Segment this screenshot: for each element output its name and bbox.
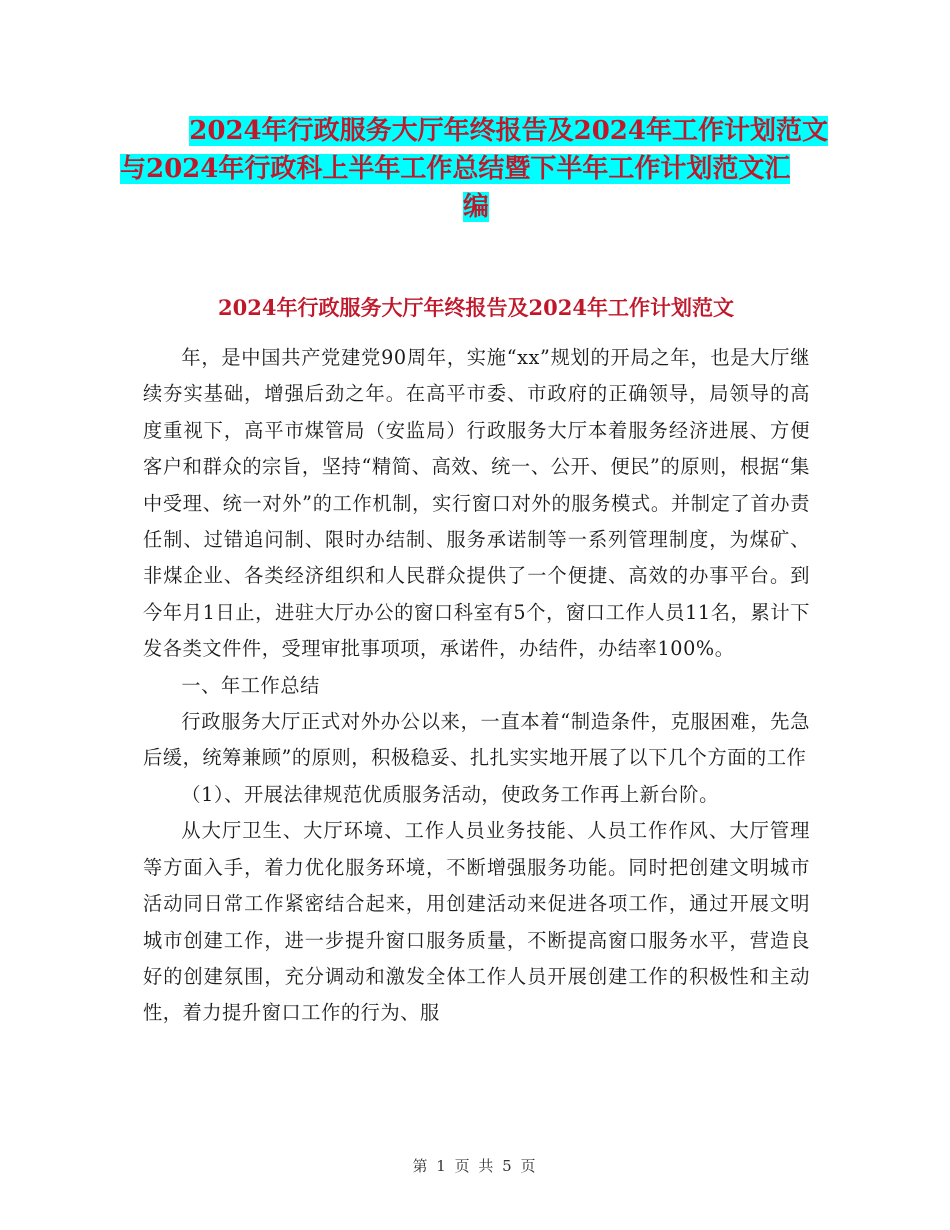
document-body <box>143 340 810 1032</box>
main-title-line-1: 2024年行政服务大厅年终报告及2024年工作计划范文 <box>189 116 828 146</box>
main-title-line-3: 编 <box>462 192 489 222</box>
document-main-title <box>120 112 832 226</box>
paragraph-intro: 年，是中国共产党建党90周年，实施“xx”规划的开局之年，也是大厅继续夯实基础，增强后劲之年。在高平市委、市政府的正确领导，局领导的高度重视下，高平市煤管局（安监局）行政服务大厅本着服务经济进展、方便客户和群众的宗旨，坚持“精简、高效、统一、公开、便民”的原则，根据“集中受理、统一对外”的工作机制，实行窗口对外的服务模式。并制定了首办责任制、过错追问制、限时办结制、服务承诺制等一系列管理制度，为煤矿、非煤企业、各类经济组织和人民群众提供了一个便捷、高效的办事平台。到今年月1日止，进驻大厅办公的窗口科室有5个，窗口工作人员11名，累计下发各类文件件，受理审批事项项，承诺件，办结件，办结率100%。 <box>143 346 810 661</box>
section-title: 2024年行政服务大厅年终报告及2024年工作计划范文 <box>218 295 734 320</box>
subheading-legal-service: （1）、开展法律规范优质服务活动，使政务工作再上新台阶。 <box>181 782 719 806</box>
paragraph-work-overview: 行政服务大厅正式对外办公以来，一直本着“制造条件，克服困难，先急后缓，统筹兼顾”的原则，积极稳妥、扎扎实实地开展了以下几个方面的工作 <box>143 710 810 770</box>
main-title-line-2: 与2024年行政科上半年工作总结暨下半年工作计划范文汇 <box>120 154 791 184</box>
page-footer: 第 1 页 共 5 页 <box>412 1157 538 1175</box>
heading-annual-summary: 一、年工作总结 <box>181 673 320 697</box>
paragraph-service-environment: 从大厅卫生、大厅环境、工作人员业务技能、人员工作作风、大厅管理等方面入手，着力优化服务环境，不断增强服务功能。同时把创建文明城市活动同日常工作紧密结合起来，用创建活动来促进各项工作，通过开展文明城市创建工作，进一步提升窗口服务质量，不断提高窗口服务水平，营造良好的创建氛围，充分调动和激发全体工作人员开展创建工作的积极性和主动性，着力提升窗口工作的行为、服 <box>143 819 810 1025</box>
